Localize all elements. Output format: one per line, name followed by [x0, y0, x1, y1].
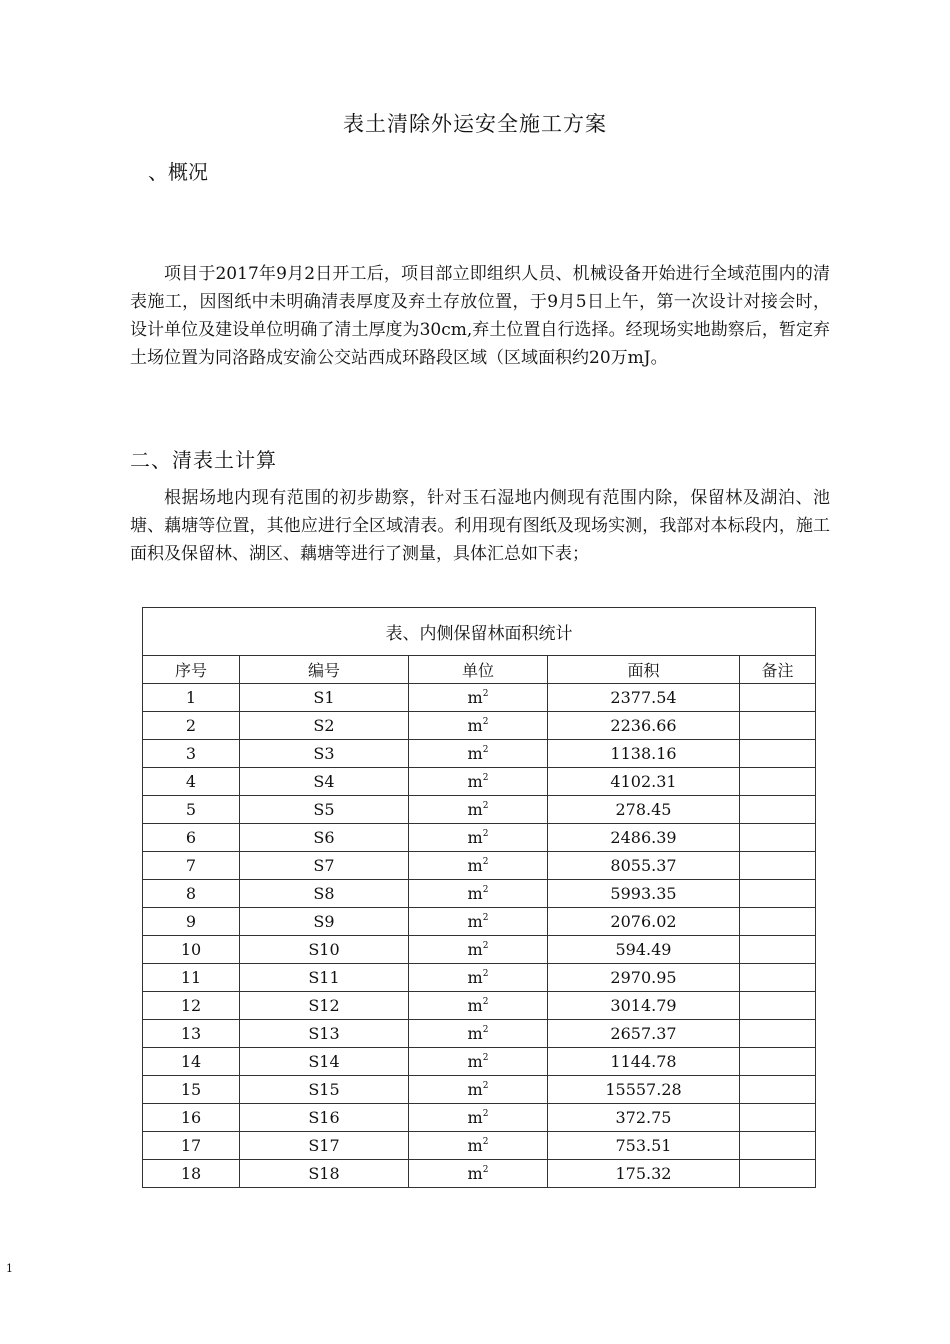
cell-serial: 11 — [143, 964, 240, 992]
cell-code: S9 — [240, 908, 409, 936]
cell-serial: 1 — [143, 684, 240, 712]
unit-superscript: 2 — [482, 1081, 489, 1091]
cell-unit — [409, 740, 548, 768]
cell-area: 278.45 — [548, 796, 740, 824]
table-body — [143, 684, 816, 1188]
cell-unit — [409, 880, 548, 908]
table-row — [143, 1160, 816, 1188]
cell-unit — [409, 768, 548, 796]
cell-area: 753.51 — [548, 1132, 740, 1160]
cell-remarks — [740, 880, 816, 908]
cell-serial: 9 — [143, 908, 240, 936]
cell-remarks — [740, 740, 816, 768]
header-code: 编号 — [240, 656, 409, 684]
cell-area: 2657.37 — [548, 1020, 740, 1048]
cell-serial: 13 — [143, 1020, 240, 1048]
cell-area: 2970.95 — [548, 964, 740, 992]
table-row — [143, 1076, 816, 1104]
unit-base: m — [467, 968, 483, 987]
unit-base: m — [467, 940, 483, 959]
cell-remarks — [740, 768, 816, 796]
cell-remarks — [740, 908, 816, 936]
table-row — [143, 1048, 816, 1076]
unit-superscript: 2 — [482, 913, 489, 923]
cell-area: 2377.54 — [548, 684, 740, 712]
cell-area: 175.32 — [548, 1160, 740, 1188]
cell-remarks — [740, 684, 816, 712]
cell-serial: 18 — [143, 1160, 240, 1188]
cell-area: 2076.02 — [548, 908, 740, 936]
cell-remarks — [740, 796, 816, 824]
unit-base: m — [467, 828, 483, 847]
cell-serial: 15 — [143, 1076, 240, 1104]
cell-code: S11 — [240, 964, 409, 992]
cell-unit — [409, 824, 548, 852]
table-row — [143, 908, 816, 936]
cell-code: S5 — [240, 796, 409, 824]
cell-remarks — [740, 1048, 816, 1076]
unit-superscript: 2 — [482, 1137, 489, 1147]
unit-base: m — [467, 1136, 483, 1155]
cell-code: S8 — [240, 880, 409, 908]
unit-base: m — [467, 772, 483, 791]
cell-code: S2 — [240, 712, 409, 740]
cell-code: S15 — [240, 1076, 409, 1104]
unit-superscript: 2 — [482, 997, 489, 1007]
cell-code: S16 — [240, 1104, 409, 1132]
cell-code: S18 — [240, 1160, 409, 1188]
unit-base: m — [467, 800, 483, 819]
cell-unit — [409, 1020, 548, 1048]
cell-remarks — [740, 1076, 816, 1104]
calculation-paragraph: 根据场地内现有范围的初步勘察，针对玉石湿地内侧现有范围内除，保留林及湖泊、池塘、藕塘等位置，其他应进行全区域清表。利用现有图纸及现场实测，我部对本标段内，施工面积及保留林、湖区、藕塘等进行了测量，具体汇总如下表； — [130, 488, 830, 564]
table-row — [143, 796, 816, 824]
unit-superscript: 2 — [482, 941, 489, 951]
cell-serial: 5 — [143, 796, 240, 824]
unit-superscript: 2 — [482, 885, 489, 895]
cell-area: 3014.79 — [548, 992, 740, 1020]
cell-unit — [409, 964, 548, 992]
cell-code: S6 — [240, 824, 409, 852]
cell-area: 2236.66 — [548, 712, 740, 740]
table-row — [143, 684, 816, 712]
unit-superscript: 2 — [482, 1053, 489, 1063]
cell-remarks — [740, 1132, 816, 1160]
unit-base: m — [467, 912, 483, 931]
cell-serial: 7 — [143, 852, 240, 880]
unit-base: m — [467, 1052, 483, 1071]
cell-serial: 16 — [143, 1104, 240, 1132]
table-row — [143, 740, 816, 768]
document-title: 表土清除外运安全施工方案 — [343, 112, 607, 136]
cell-code: S17 — [240, 1132, 409, 1160]
table-row — [143, 852, 816, 880]
cell-area: 1144.78 — [548, 1048, 740, 1076]
table-row — [143, 1132, 816, 1160]
cell-code: S12 — [240, 992, 409, 1020]
cell-area: 2486.39 — [548, 824, 740, 852]
unit-superscript: 2 — [482, 857, 489, 867]
unit-base: m — [467, 856, 483, 875]
cell-code: S14 — [240, 1048, 409, 1076]
cell-unit — [409, 684, 548, 712]
header-serial: 序号 — [143, 656, 240, 684]
section-heading-calculation: 二、清表土计算 — [130, 448, 277, 472]
cell-remarks — [740, 1020, 816, 1048]
cell-remarks — [740, 712, 816, 740]
unit-base: m — [467, 996, 483, 1015]
header-unit: 单位 — [409, 656, 548, 684]
unit-base: m — [467, 1164, 483, 1183]
cell-code: S7 — [240, 852, 409, 880]
table-row — [143, 992, 816, 1020]
cell-unit — [409, 796, 548, 824]
header-area: 面积 — [548, 656, 740, 684]
cell-serial: 12 — [143, 992, 240, 1020]
cell-remarks — [740, 852, 816, 880]
table-row — [143, 936, 816, 964]
unit-base: m — [467, 1024, 483, 1043]
cell-unit — [409, 852, 548, 880]
cell-remarks — [740, 1160, 816, 1188]
cell-remarks — [740, 1104, 816, 1132]
cell-serial: 2 — [143, 712, 240, 740]
unit-superscript: 2 — [482, 969, 489, 979]
unit-superscript: 2 — [482, 745, 489, 755]
unit-superscript: 2 — [482, 1165, 489, 1175]
table-row — [143, 880, 816, 908]
unit-superscript: 2 — [482, 1109, 489, 1119]
table-row — [143, 1020, 816, 1048]
cell-unit — [409, 1104, 548, 1132]
unit-superscript: 2 — [482, 689, 489, 699]
cell-remarks — [740, 936, 816, 964]
cell-serial: 8 — [143, 880, 240, 908]
table-row — [143, 824, 816, 852]
unit-base: m — [467, 716, 483, 735]
table-row — [143, 1104, 816, 1132]
cell-code: S4 — [240, 768, 409, 796]
unit-base: m — [467, 884, 483, 903]
cell-code: S1 — [240, 684, 409, 712]
cell-area: 5993.35 — [548, 880, 740, 908]
unit-base: m — [467, 1080, 483, 1099]
header-remarks: 备注 — [740, 656, 816, 684]
cell-remarks — [740, 992, 816, 1020]
cell-unit — [409, 908, 548, 936]
cell-code: S13 — [240, 1020, 409, 1048]
cell-unit — [409, 1160, 548, 1188]
table-caption: 表、内侧保留林面积统计 — [143, 608, 816, 656]
cell-area: 1138.16 — [548, 740, 740, 768]
unit-superscript: 2 — [482, 1025, 489, 1035]
cell-serial: 4 — [143, 768, 240, 796]
table-header-row — [143, 656, 816, 684]
cell-area: 372.75 — [548, 1104, 740, 1132]
cell-area: 4102.31 — [548, 768, 740, 796]
cell-area: 15557.28 — [548, 1076, 740, 1104]
cell-area: 8055.37 — [548, 852, 740, 880]
section-heading-overview: 、概况 — [148, 160, 208, 184]
cell-unit — [409, 1076, 548, 1104]
cell-unit — [409, 992, 548, 1020]
cell-unit — [409, 1048, 548, 1076]
cell-serial: 6 — [143, 824, 240, 852]
page-number: 1 — [6, 1262, 13, 1275]
unit-superscript: 2 — [482, 773, 489, 783]
cell-code: S10 — [240, 936, 409, 964]
cell-serial: 17 — [143, 1132, 240, 1160]
unit-base: m — [467, 688, 483, 707]
cell-serial: 3 — [143, 740, 240, 768]
table-row — [143, 964, 816, 992]
table-row — [143, 768, 816, 796]
cell-unit — [409, 712, 548, 740]
unit-base: m — [467, 1108, 483, 1127]
unit-superscript: 2 — [482, 829, 489, 839]
retained-forest-area-table — [142, 607, 816, 1188]
cell-serial: 14 — [143, 1048, 240, 1076]
unit-base: m — [467, 744, 483, 763]
cell-remarks — [740, 964, 816, 992]
cell-unit — [409, 936, 548, 964]
overview-paragraph: 项目于2017年9月2日开工后，项目部立即组织人员、机械设备开始进行全域范围内的清表施工，因图纸中未明确清表厚度及弃土存放位置，于9月5日上午，第一次设计对接会时，设计单位及建设单位明确了清土厚度为30cm,弃土位置自行选择。经现场实地勘察后，暂定弃土场位置为同洛路成安渝公交站西成环路段区域（区域面积约20万mJ。 — [130, 264, 830, 368]
cell-unit — [409, 1132, 548, 1160]
cell-remarks — [740, 824, 816, 852]
cell-code: S3 — [240, 740, 409, 768]
cell-serial: 10 — [143, 936, 240, 964]
unit-superscript: 2 — [482, 717, 489, 727]
table-row — [143, 712, 816, 740]
cell-area: 594.49 — [548, 936, 740, 964]
unit-superscript: 2 — [482, 801, 489, 811]
